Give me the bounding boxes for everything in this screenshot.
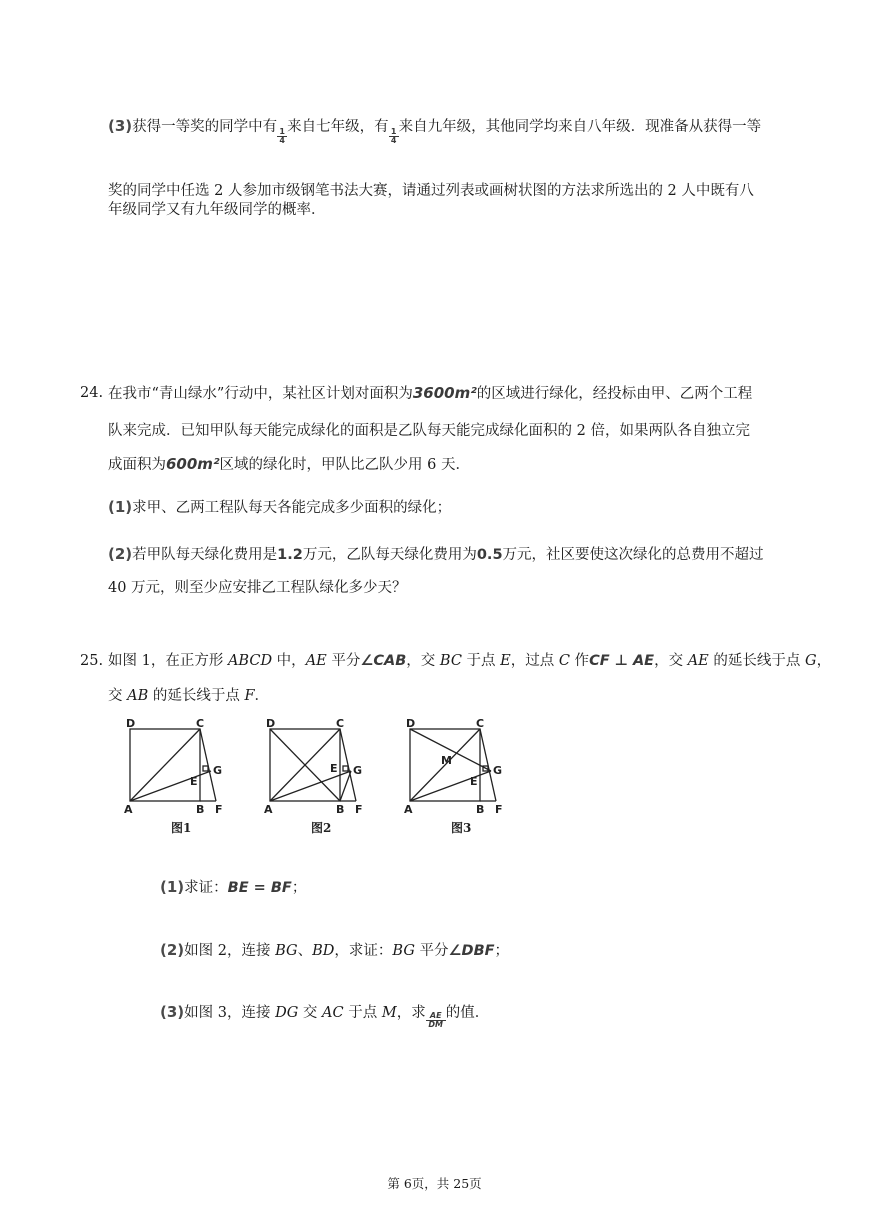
label-f: F [495,803,503,816]
label-c: C [336,717,345,730]
q24-line3: 成面积为600m²区域的绿化时，甲队比乙队少用 6 天． [108,455,470,473]
part-marker: (2) [108,545,133,563]
fraction: $\frac{1}{4}$ [277,128,287,145]
label-g: G [493,764,503,777]
q25-part3: (3)如图 3，连接 DG 交 AC 于点 M，求 $\frac{AE}{DM}$ 的值． [160,1003,490,1029]
label-a: A [124,803,133,816]
question-number-24: 24. [80,385,104,401]
label-a: A [264,803,273,816]
q25-part2: (2)如图 2，连接 BG、BD，求证：BG 平分∠DBF； [160,941,510,959]
figure-caption-2: 图2 [311,821,332,835]
figure-caption-3: 图3 [451,821,472,835]
figure-caption-1: 图1 [171,821,192,835]
part-marker: (3) [108,117,133,135]
math-be-eq-bf: BE = BF [227,880,292,896]
label-f: F [355,803,363,816]
math-area-600: 600m² [166,455,220,473]
math-cost-1-2: 1.2 [277,547,303,563]
label-b: B [196,803,205,816]
fraction: $\frac{1}{4}$ [389,128,399,145]
label-d: D [266,717,276,730]
page-footer: 第 6页，共 25页 [387,1176,482,1191]
label-b: B [336,803,345,816]
label-f: F [215,803,223,816]
part-marker: (3) [160,1003,185,1021]
label-e: E [330,762,338,775]
fraction-ae-dm: $\frac{AE}{DM}$ [426,1012,446,1029]
q24-part2-line2: 40 万元，则至少应安排乙工程队绿化多少天？ [108,580,407,596]
math-area-3600: 3600m² [412,384,477,402]
label-e: E [190,775,198,788]
q23-part3-line2: 奖的同学中任选 2 人参加市级钢笔书法大赛，请通过列表或画树状图的方法求所选出的 2 人中既有八 [108,183,754,199]
label-g: G [213,764,223,777]
math-angle-dbf: ∠DBF [448,943,495,959]
q24-part1: (1)求甲、乙两工程队每天各能完成多少面积的绿化； [108,498,452,516]
q25-part1: (1)求证：BE = BF； [160,878,307,896]
math-cost-0-5: 0.5 [476,547,503,563]
label-a: A [404,803,413,816]
geometry-figures [115,715,535,840]
part-marker: (1) [160,878,185,896]
q23-part3-line1: (3)获得一等奖的同学中有 $\frac{1}{4}$ 来自七年级，有 $\frac{1}{4}$ 来自九年级，其他同学均来自八年级．现准备从获得一等 [108,117,762,145]
q24-line2: 队来完成．已知甲队每天能完成绿化的面积是乙队每天能完成绿化面积的 2 倍，如果两队各自独立完 [108,423,750,439]
math-angle-cab: ∠CAB [360,653,407,669]
part-marker: (1) [108,498,133,516]
part-marker: (2) [160,941,185,959]
q23-part3-line3: 年级同学又有九年级同学的概率． [108,202,326,218]
q24-part2-line1: (2)若甲队每天绿化费用是1.2万元，乙队每天绿化费用为0.5万元，社区要使这次绿化的总费用不超过 [108,545,764,563]
q25-line2: 交 AB 的延长线于点 F． [108,688,270,704]
math-cf-perp-ae: CF ⊥ AE [589,653,655,669]
label-m: M [441,754,452,767]
label-g: G [353,764,363,777]
label-e: E [470,775,478,788]
label-b: B [476,803,485,816]
label-c: C [476,717,485,730]
label-d: D [126,717,136,730]
q25-line1: 如图 1，在正方形 ABCD 中，AE 平分∠CAB，交 BC 于点 E，过点 C 作CF ⊥ AE，交 AE 的延长线于点 G， [108,653,832,669]
question-number-25: 25. [80,653,104,669]
label-c: C [196,717,205,730]
label-d: D [406,717,416,730]
q24-line1: 在我市“青山绿水”行动中，某社区计划对面积为3600m²的区域进行绿化，经投标由甲、乙两个工程 [108,384,753,402]
